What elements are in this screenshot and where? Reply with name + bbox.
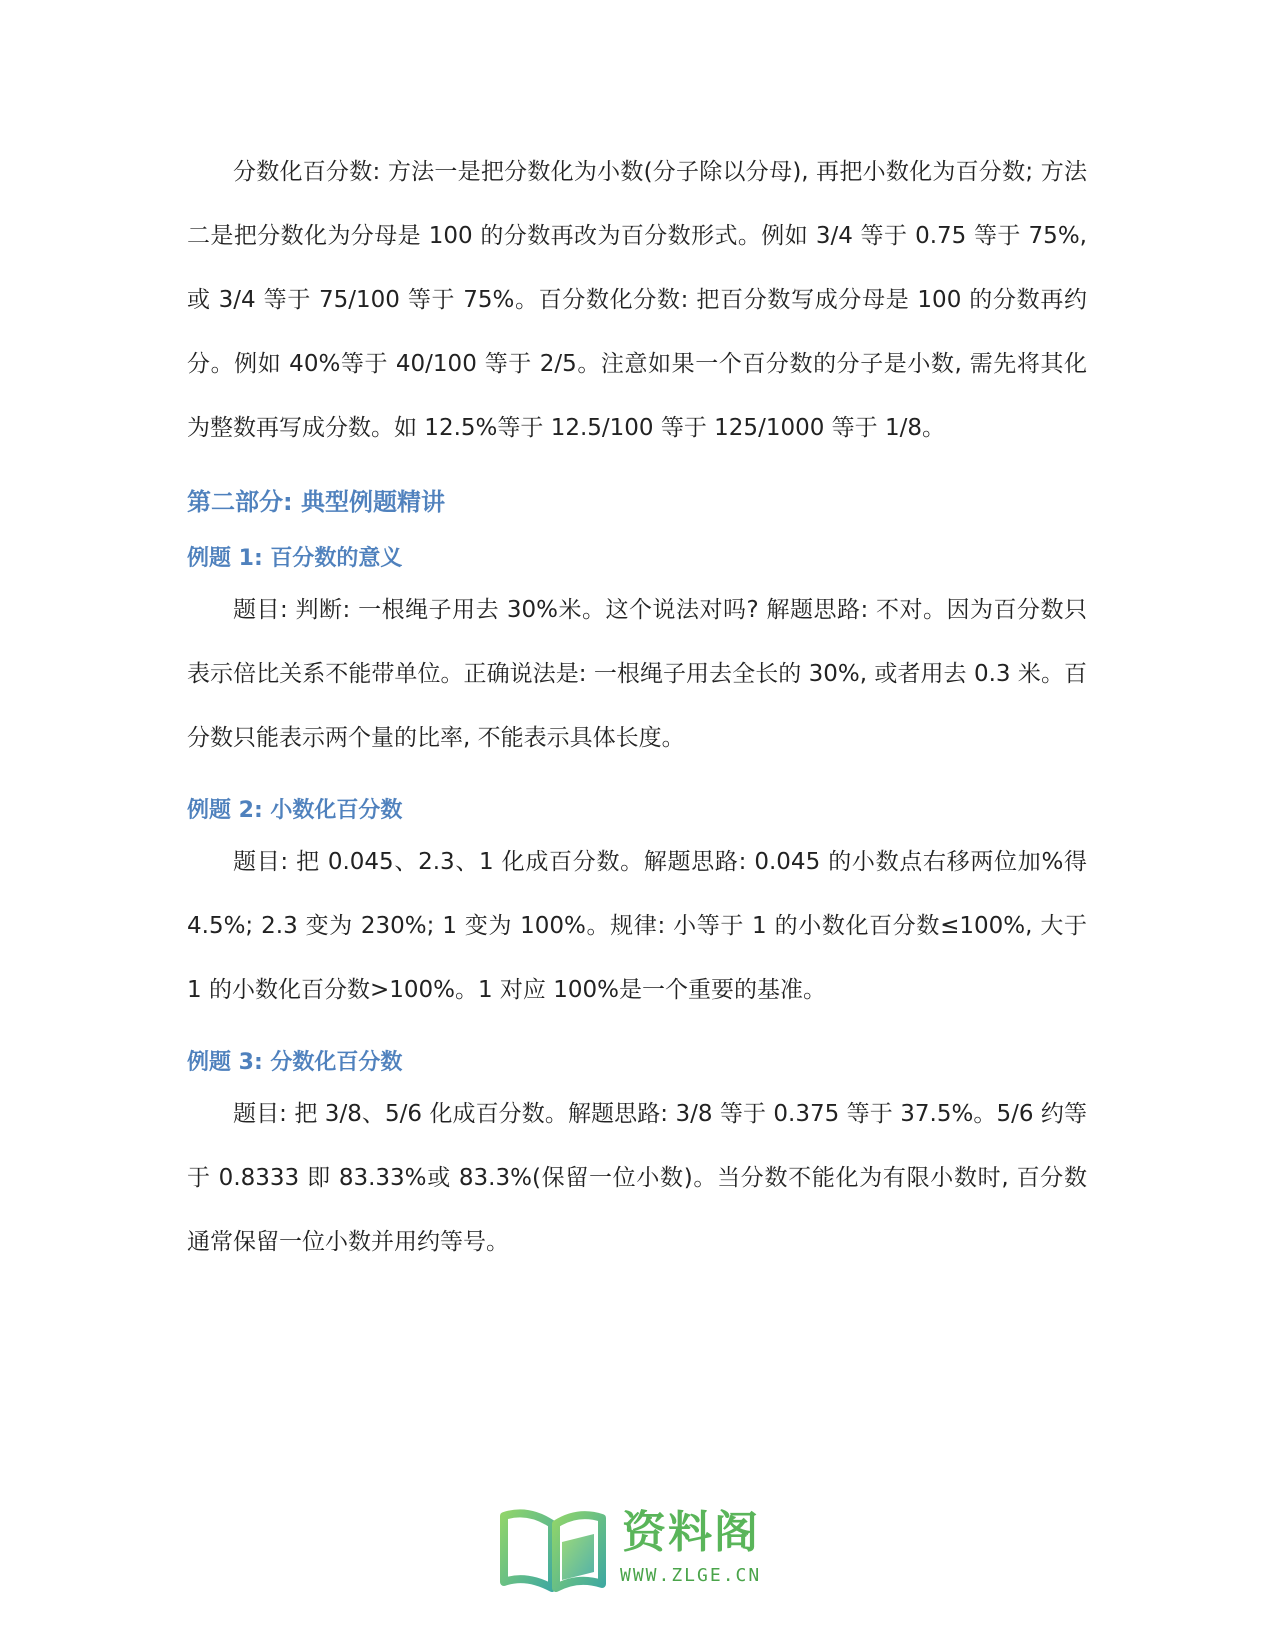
logo-url: WWW.ZLGE.CN — [620, 1565, 762, 1586]
intro-paragraph: 分数化百分数: 方法一是把分数化为小数(分子除以分母), 再把小数化为百分数; 方法二是把分数化为分母是 100 的分数再改为百分数形式。例如 3/4 等于 0.75 等于 75%, 或 3/4 等于 75/100 等于 75%。百分数化分数: 把百分数写成分母是 100 的分数再约分。例如 40%等于 40/100 等于 2/5。注意如果一个百分数的分子是小数, 需先将其化为整数再写成分数。如 12.5%等于 12.5/100 等于 125/1000 等于 1/8。 — [187, 159, 1087, 441]
document-page — [187, 140, 1087, 1274]
example-3-heading: 例题 3: 分数化百分数 — [187, 1050, 403, 1075]
logo-name: 资料阁 — [622, 1507, 760, 1558]
example-3-body: 题目: 把 3/8、5/6 化成百分数。解题思路: 3/8 等于 0.375 等于 37.5%。5/6 约等于 0.8333 即 83.33%或 83.3%(保留一位小数)。当分数不能化为有限小数时, 百分数通常保留一位小数并用约等号。 — [187, 1101, 1087, 1255]
example-2-heading: 例题 2: 小数化百分数 — [187, 798, 403, 823]
section-heading: 第二部分: 典型例题精讲 — [187, 488, 445, 516]
book-icon — [496, 1502, 612, 1594]
site-logo — [496, 1502, 786, 1602]
example-1-body: 题目: 判断: 一根绳子用去 30%米。这个说法对吗? 解题思路: 不对。因为百分数只表示倍比关系不能带单位。正确说法是: 一根绳子用去全长的 30%, 或者用去 0.3 米。百分数只能表示两个量的比率, 不能表示具体长度。 — [187, 597, 1087, 751]
example-1-heading: 例题 1: 百分数的意义 — [187, 546, 403, 571]
example-2-body: 题目: 把 0.045、2.3、1 化成百分数。解题思路: 0.045 的小数点右移两位加%得 4.5%; 2.3 变为 230%; 1 变为 100%。规律: 小等于 1 的小数化百分数≤100%, 大于 1 的小数化百分数>100%。1 对应 100%是一个重要的基准。 — [187, 849, 1087, 1003]
